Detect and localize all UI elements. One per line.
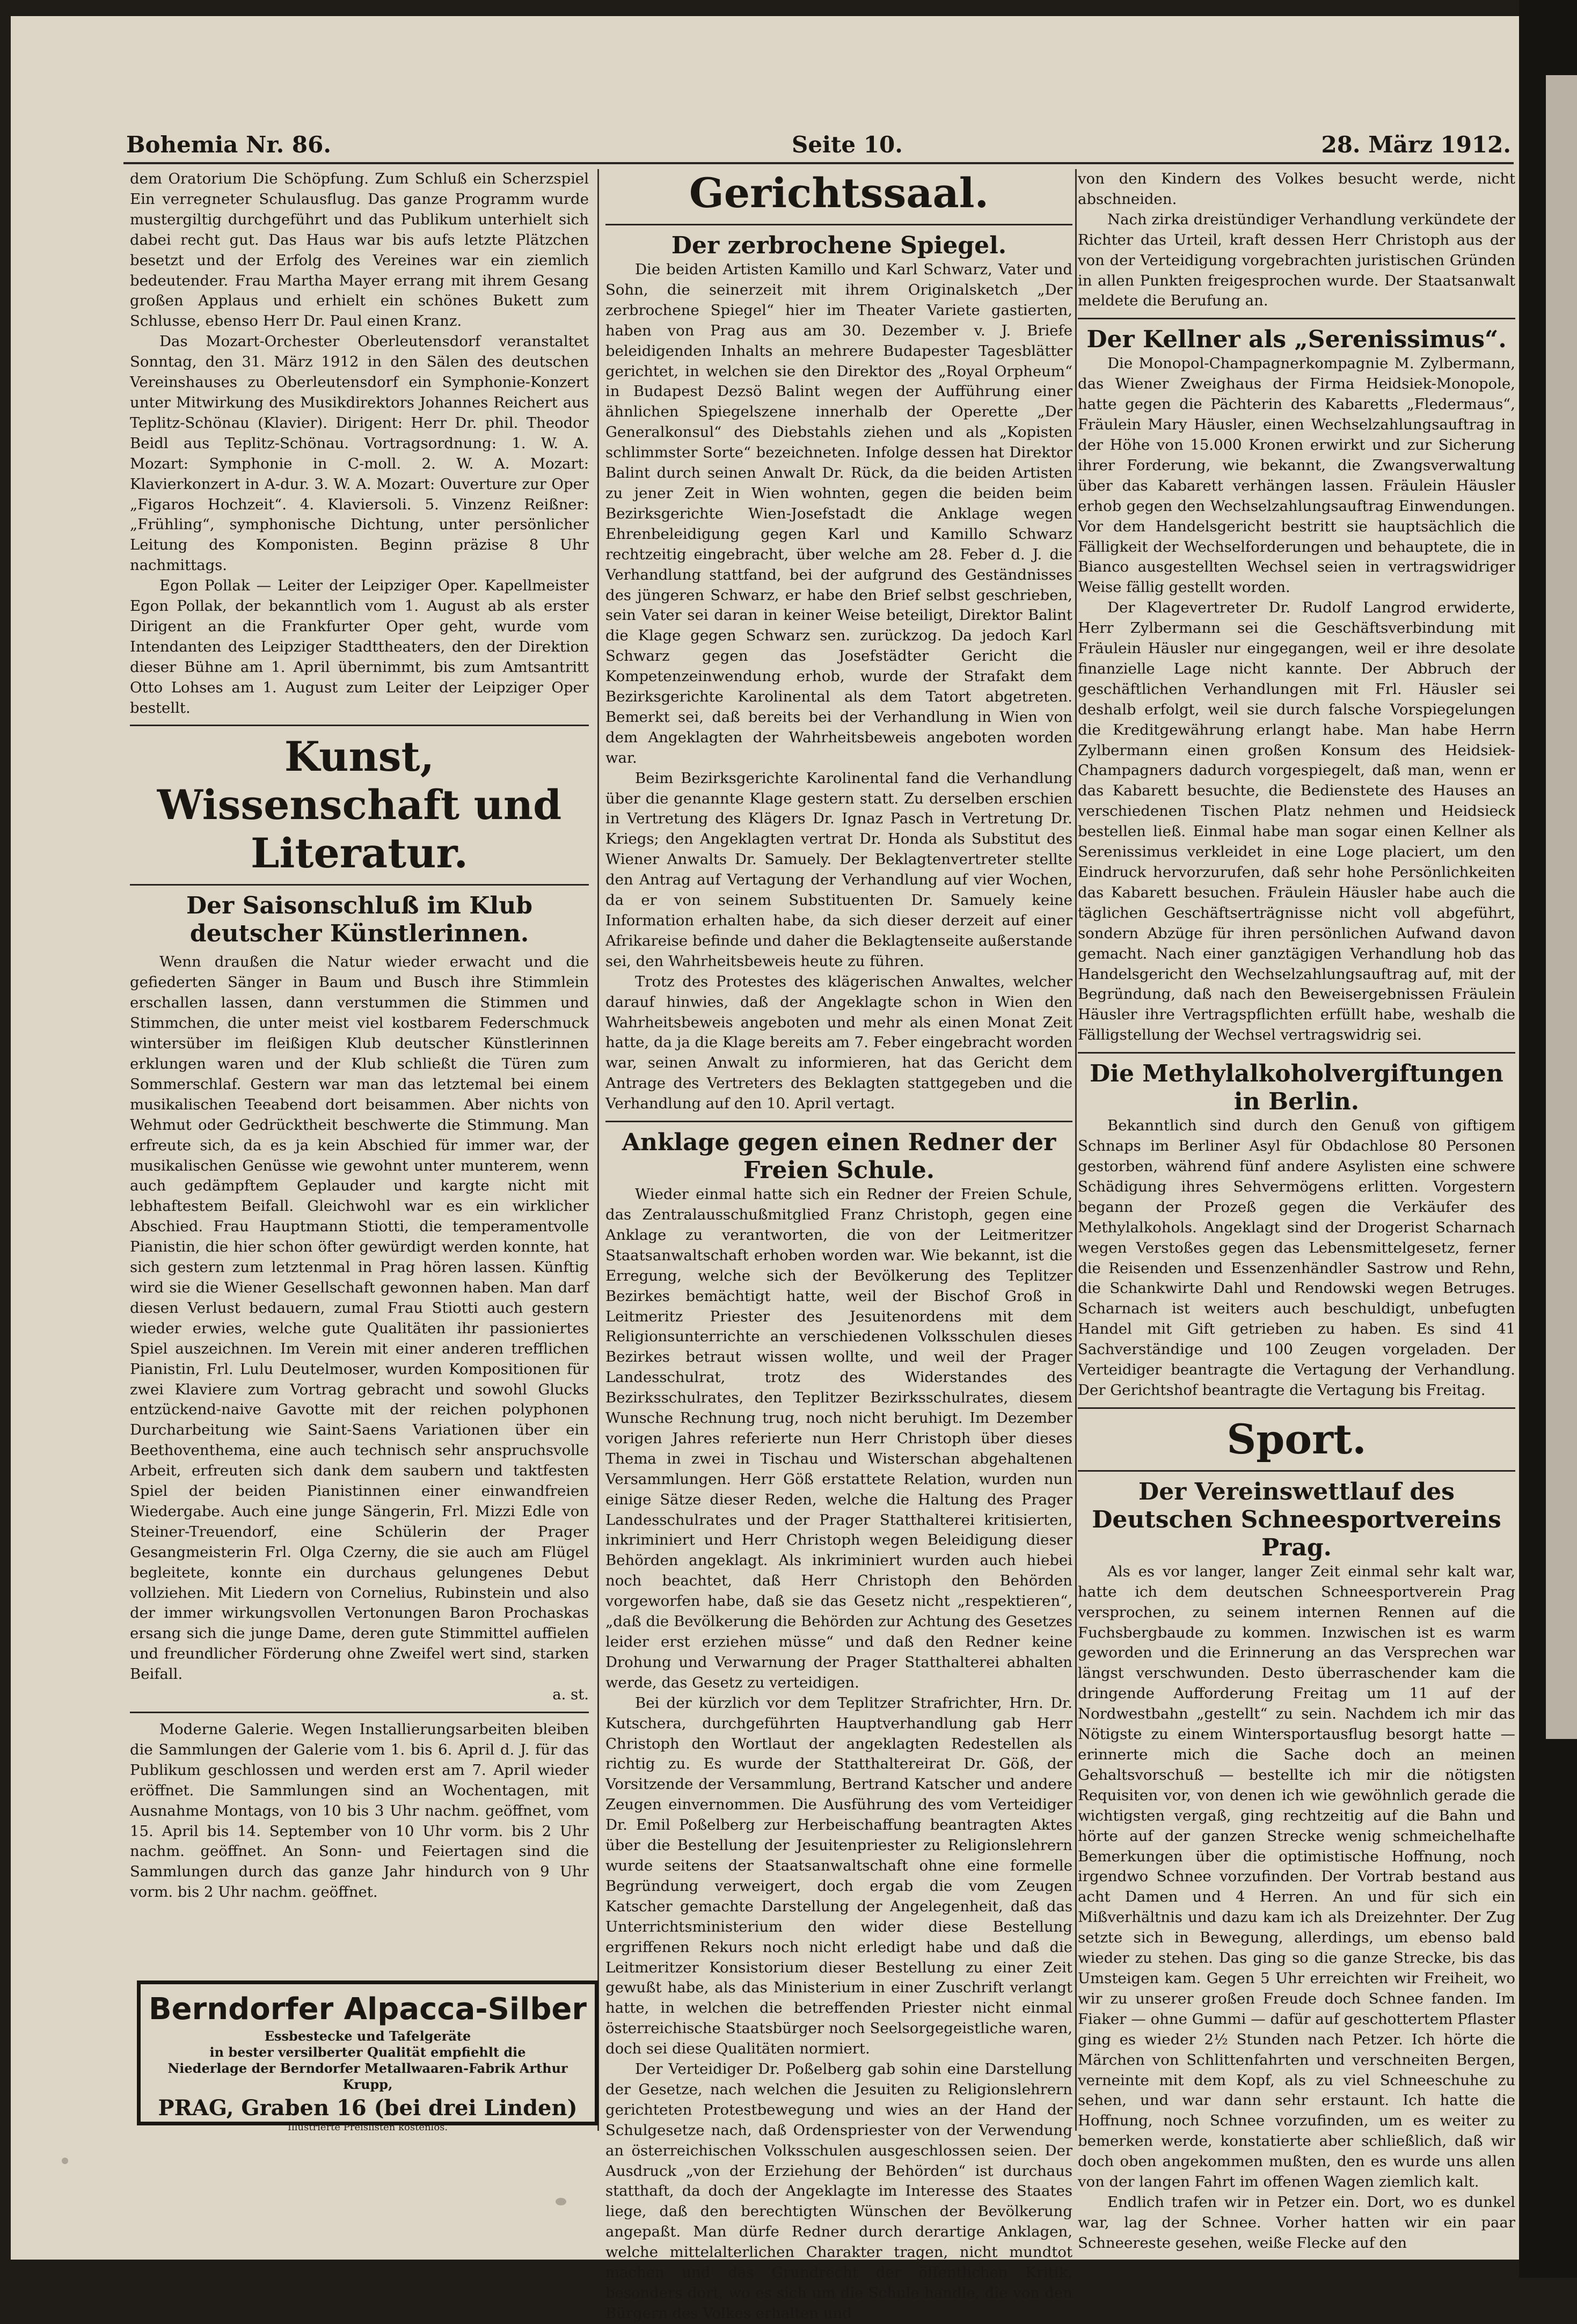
ad-title: Berndorfer Alpacca-Silber xyxy=(148,1992,587,2027)
section-rule xyxy=(130,1712,589,1713)
column-divider-2 xyxy=(1075,169,1077,2131)
article-paragraph: Nach zirka dreistündiger Verhandlung verkündete der Richter das Urteil, kraft dessen Herr Christoph aus der von der Verteidigung vorgebrachten juristischen Gründen in allen Punkten freigesprochen wurde. Der Staatsanwalt meldete die Berufung an. xyxy=(1078,210,1515,310)
article-paragraph: von den Kindern des Volkes besucht werde, nicht abschneiden. xyxy=(1078,170,1515,208)
header-rule xyxy=(123,162,1514,164)
article-paragraph: Bekanntlich sind durch den Genuß von giftigem Schnaps im Berliner Asyl für Obdachlose 80 Personen gestorben, während fünf andere Asylisten eine schwere Schädigung ihres Sehvermögens erlitten. Vorgestern begann der Prozeß gegen die Verkäufer des Methylalkohols. Angeklagt sind der Drogerist Scharnach wegen Verstoßes gegen das Lebensmittelgesetz, ferner die Reisenden und Essenzenhändler Sastrow und Rehn, die Schankwirte Dahl und Rendowski wegen Betruges. Scharnach ist weiters auch beschuldigt, unbefugten Handel mit Gift getrieben zu haben. Es sind 41 Sachverständige und 100 Zeugen vorgeladen. Der Verteidiger beantragte die Vertagung der Verhandlung. Der Gerichtshof beantragte die Vertagung bis Freitag. xyxy=(1078,1117,1515,1399)
article-paragraph: Das Mozart-Orchester Oberleutensdorf veranstaltet Sonntag, den 31. März 1912 in den Sälen des deutschen Vereinshauses zu Oberleutensdorf ein Symphonie-Konzert unter Mitwirkung des Musikdirektors Johannes Reichert aus Teplitz-Schönau (Klavier). Dirigent: Herr Dr. phil. Theodor Beidl aus Teplitz-Schönau. Vortragsordnung: 1. W. A. Mozart: Symphonie in C-moll. 2. W. A. Mozart: Klavierkonzert in A-dur. 3. W. A. Mozart: Ouverture zur Oper „Figaros Hochzeit“. 4. Klaviersoli. 5. Vinzenz Reißner: „Frühling“, symphonische Dichtung, unter persönlicher Leitung des Komponisten. Beginn präzise 8 Uhr nachmittags. xyxy=(130,333,589,574)
article-headline: Anklage gegen einen Redner der Freien Schule. xyxy=(622,1129,1056,1185)
article-paragraph: Beim Bezirksgerichte Karolinental fand die Verhandlung über die genannte Klage gestern statt. Zu derselben erschien in Vertretung des Klägers Dr. Ignaz Pasch in Vertretung Dr. Kriegs; den Angeklagten vertrat Dr. Honda als Substitut des Wiener Anwalts Dr. Samuely. Der Beklagtenvertreter stellte den Antrag auf Vertagung der Verhandlung auf vier Wochen, da er von seinem Substituenten Dr. Samuely keine Information erhalten habe, da sich dieser derzeit auf einer Afrikareise befinde und daher die Beklagtenseite außerstande sei, den Wahrheitsbeweis heute zu führen. xyxy=(605,769,1072,970)
adjacent-page-edge xyxy=(1546,75,1577,1739)
article-paragraph: Egon Pollak — Leiter der Leipziger Oper. Kapellmeister Egon Pollak, der bekanntlich vom 1. August ab als erster Dirigent an die Frankfurter Oper geht, wurde vom Intendanten des Leipziger Stadttheaters, den der Direktion dieser Bühne am 1. April übernimmt, bis zum Amtsantritt Otto Lohses am 1. August zum Leiter der Leipziger Oper bestellt. xyxy=(130,577,589,717)
paper-blemish xyxy=(62,2158,68,2164)
article-paragraph: Bei der kürzlich vor dem Teplitzer Strafrichter, Hrn. Dr. Kutschera, durchgeführten Hauptverhandlung gab Herr Christoph den Wortlaut der angeklagten Redestellen als richtig zu. Es wurde der Statthaltereirat Dr. Göß, der Vorsitzende der Versammlung, Bertrand Katscher und andere Zeugen einvernommen. Die Ausführung des vom Verteidiger Dr. Emil Poßelberg zur Herbeischaffung beantragten Aktes über die Bestellung der Jesuitenpriester zu Religionslehrern wurde seitens der Staatsanwaltschaft ohne eine formelle Begründung verweigert, doch ergab die vom Zeugen Katscher gemachte Darstellung der Angelegenheit, daß das Unterrichtsministerium den wider diese Bestellung ergriffenen Rekurs noch nicht erledigt habe und daß die Leitmeritzer Konsistorium dieser Bestellung zu einer Zeit gewußt habe, als das Ministerium in einer Zuschrift verlangt hatte, in welchen die betreffenden Priester nicht einmal österreichische Staatsbürger noch Seelsorgegeistliche waren, doch sei diese Qualitäten normiert. xyxy=(605,1694,1072,2058)
article-paragraph: Wenn draußen die Natur wieder erwacht und die gefiederten Sänger in Baum und Busch ihre Stimmlein erschallen lassen, dann verstummen die Stimmen und Stimmchen, die unter meist viel kostbarem Federschmuck wintersüber im fleißigen Klub deutscher Künstlerinnen erklungen waren und der Klub schließt die Türen zum Sommerschlaf. Gestern war man das letztemal bei einem musikalischen Teeabend dort beisammen. Aber nichts von Wehmut oder Gedrücktheit beschwerte die Stimmung. Man erfreute sich, da es ja kein Abschied für immer war, der musikalischen Genüsse wie gewohnt unter munterem, wenn auch gedämpftem Geplauder und kargte nicht mit lebhaftestem Beifall. Gleichwohl war es ein wirklicher Abschied. Frau Hauptmann Stiotti, die temperamentvolle Pianistin, die hier schon öfter gewürdigt werden konnte, hat sich gestern zum letztenmal in Prag hören lassen. Künftig wird sie die Wiener Gesellschaft gewonnen haben. Man darf diesen Verlust bedauern, zumal Frau Stiotti auch gestern wieder erwies, welche gute Qualitäten ihr passioniertes Spiel auszeichnen. Im Verein mit einer anderen trefflichen Pianistin, Frl. Lulu Deutelmoser, wurden Kompositionen für zwei Klaviere zum Vortrag gebracht und sowohl Glucks entzückend-naive Gavotte mit der reichen polyphonen Durcharbeitung wie Saint-Saens Variationen über ein Beethoventhema, eine auch technisch sehr anspruchsvolle Arbeit, erfreuten sich dank dem saubern und taktfesten Spiel der beiden Pianistinnen einer einwandfreien Wiedergabe. Auch eine junge Sängerin, Frl. Mizzi Edle von Steiner-Treuendorf, eine Schülerin der Prager Gesangmeisterin Frl. Olga Czerny, die sie auch am Flügel begleitete, konnte ein durchaus gelungenes Debut vollziehen. Mit Liedern von Cornelius, Rubinstein und also der immer wirkungsvollen Vertonungen Baron Prochaskas ersang sich die junge Dame, deren gute Stimmittel auffielen und freundlicher Förderung ohne Zweifel wert sind, starken Beifall. xyxy=(130,953,589,1683)
author-signature: a. st. xyxy=(552,1686,589,1704)
article-paragraph: Der Klagevertreter Dr. Rudolf Langrod erwiderte, Herr Zylbermann sei die Geschäftsverbindung mit Fräulein Häusler nur eingegangen, weil er ihre desolate finanzielle Lage nicht kannte. Der Abbruch der geschäftlichen Verhandlungen mit Frl. Häusler sei deshalb erfolgt, weil sie durch falsche Vorspiegelungen die Kreditgewährung erlangt habe. Man habe Herrn Zylbermann einen großen Konsum des Heidsiek-Champagners dadurch vorgespiegelt, daß man, wenn er das Kabarett besuchte, die Bedienstete des Hauses an verschiedenen Tischen Platz nehmen und Heidsieck bestellen ließ. Einmal habe man sogar einen Kellner als Serenissimus verkleidet in eine Loge placiert, um den Eindruck hervorzurufen, daß sehr hohe Persönlichkeiten das Kabarett besuchen. Fräulein Häusler habe auch die täglichen Geschäftserträgnisse nicht voll abgeführt, sondern Abzüge für ihren persönlichen Aufwand davon gemacht. Nach einer ganztägigen Verhandlung hob das Handelsgericht den Wechselzahlungsauftrag auf, mit der Begründung, daß nach den Beweisergebnissen Fräulein Häusler ihre Vertragspflichten erfüllt habe, weshalb die Fälligstellung der Wechsel vertragswidrig sei. xyxy=(1078,599,1515,1044)
article-paragraph: Moderne Galerie. Wegen Installierungsarbeiten bleiben die Sammlungen der Galerie vom 1. bis 6. April d. J. für das Publikum geschlossen und werden erst am 7. April wieder eröffnet. Die Sammlungen sind an Wochentagen, mit Ausnahme Montags, von 10 bis 3 Uhr nachm. geöffnet, vom 15. April bis 14. September von 10 Uhr vorm. bis 2 Uhr nachm. geöffnet. An Sonn- und Feiertagen sind die Sammlungen durch das ganze Jahr hindurch von 9 Uhr vorm. bis 2 Uhr nachm. geöffnet. xyxy=(130,1721,589,1901)
section-rule xyxy=(1078,1407,1515,1409)
page-number: Seite 10. xyxy=(792,131,903,158)
column-3 xyxy=(1078,169,1515,2252)
article-headline: Die Methylalkoholvergiftungen in Berlin. xyxy=(1090,1060,1503,1116)
section-rule xyxy=(130,884,589,886)
article-paragraph: Als es vor langer, langer Zeit einmal sehr kalt war, hatte ich dem deutschen Schneesportverein Prag versprochen, zu seinem internen Rennen auf die Fuchsbergbaude zu kommen. Inzwischen ist es warm geworden und die Erinnerung an das Versprechen war längst verschwunden. Desto überraschender kam die dringende Aufforderung Freitag um 11 auf der Nordwestbahn „gestellt“ zu sein. Nachdem ich mir das Nötigste zu einem Wintersportausflug besorgt hatte — erinnerte mich die Sache doch an meinen Gehaltsvorschuß — bestellte ich mir die nötigsten Requisiten vor, von denen ich wie gewöhnlich gerade die wichtigsten vergaß, ging rechtzeitig auf die Bahn und hörte auf der ganzen Strecke wenig schmeichelhafte Bemerkungen über die optimistische Hoffnung, noch irgendwo Schnee vorzufinden. Der Vortrab bestand aus acht Damen und 4 Herren. An und für sich ein Mißverhältnis und dazu kam ich als Dreizehnter. Der Zug setzte sich in Bewegung, allerdings, um ebenso bald wieder zu stehen. Das ging so die ganze Strecke, bis das Umsteigen kam. Gegen 5 Uhr erreichten wir Freiheit, wo wir zu unserer großen Freude doch Schnee fanden. Im Fiaker — ohne Gummi — dafür auf geschottertem Pflaster ging es wieder 2½ Stunden nach Petzer. Ich hörte die Märchen von Schlittenfahrten und verschneiten Bergen, verneinte mit dem Kopf, als zu viel Schneeschuhe zu sehen, und war dann sehr erstaunt. Ich hatte die Hoffnung, noch Schnee vorzufinden, um es weiter zu bemerken werde, konstatierte aber schließlich, daß wir doch oben angekommen mußten, den es wurde uns allen von der langen Fahrt im offenen Wagen ziemlich kalt. xyxy=(1078,1562,1515,2191)
section-title: Sport. xyxy=(1226,1415,1367,1463)
article-headline: Der Vereinswettlauf des Deutschen Schneesportvereins Prag. xyxy=(1092,1478,1501,1561)
ad-address: PRAG, Graben 16 (bei drei Linden) xyxy=(158,2095,578,2121)
ad-line: in bester versilberter Qualität empfiehlt die xyxy=(209,2044,526,2060)
column-1 xyxy=(130,169,589,1972)
paper-issue: Bohemia Nr. 86. xyxy=(126,131,331,158)
article-paragraph: Der Verteidiger Dr. Poßelberg gab sohin eine Darstellung der Gesetze, nach welchen die Jesuiten zu Religionslehrern gerichteten Protestbewegung und wies an der Hand der Schulgesetze nach, daß Ordenspriester von der Verwendung an österreichischen Volksschulen ausgeschlossen seien. Der Ausdruck „von der Erziehung der Behörden“ ist durchaus statthaft, da doch der Angeklagte im Interesse des Staates liege, daß den berechtigten Wünschen der Bevölkerung angepaßt. Man dürfe Redner durch derartige Anklagen, welche mittelalterlichen Charakter tragen, nicht mundtot machen und das Grundrecht der öffentlichen Kritik, besonders dort, wo es sich um die Schule handle, die von den Bürgern des Volkes erhalten und xyxy=(605,2060,1072,2322)
section-rule xyxy=(605,1121,1072,1122)
section-rule xyxy=(1078,1052,1515,1054)
section-rule xyxy=(605,224,1072,225)
article-paragraph: Wieder einmal hatte sich ein Redner der Freien Schule, das Zentralausschußmitglied Franz Christoph, gegen eine Anklage zu verantworten, die von der Leitmeritzer Staatsanwaltschaft erhoben worden war. Wie bekannt, ist die Erregung, welche sich der Bevölkerung des Teplitzer Bezirkes bemächtigt hatte, weil der Bischof Groß in Leitmeritz Priester des Jesuitenordens mit dem Religionsunterrichte an verschiedenen Volksschulen dieses Bezirkes betraut wissen wollte, und weil der Prager Landesschulrat, trotz des Widerstandes des Bezirksschulrates, den Teplitzer Bezirksschulrates, diesem Wunsche Rechnung trug, noch nicht beruhigt. Im Dezember vorigen Jahres referierte nun Herr Christoph über dieses Thema in zwei in Tischau und Wisterschan abgehaltenen Versammlungen. Herr Göß erstattete Relation, wurden nun einige Sätze dieser Reden, welche die Haltung des Prager Landesschulrates und der Prager Statthalterei kritisierten, inkriminiert und Herr Christoph wegen Beleidigung dieser Behörden angeklagt. Als inkriminiert wurden auch hiebei noch beachtet, daß Herr Christoph den Behörden vorgeworfen habe, daß sie das Gesetz nicht „respektieren“, „daß die Bevölkerung die Behörden zur Achtung des Gesetzes leider erst erziehen müsse“ und daß den Redner keine Drohung und Verwarnung der Prager Statthalterei abhalten werde, das Gesetz zu verteidigen. xyxy=(605,1186,1072,1691)
section-rule xyxy=(1078,1470,1515,1472)
article-paragraph: Endlich trafen wir in Petzer ein. Dort, wo es dunkel war, lag der Schnee. Vorher hatten wir ein paar Schneereste gesehen, weiße Flecke auf den xyxy=(1078,2193,1515,2252)
ad-line: Niederlage der Berndorfer Metallwaaren-Fabrik Arthur Krupp, xyxy=(167,2060,568,2092)
section-title: Gerichtssaal. xyxy=(689,169,989,217)
article-paragraph: dem Oratorium Die Schöpfung. Zum Schluß ein Scherzspiel Ein verregneter Schulausflug. Das ganze Programm wurde mustergiltig durchgeführt und das Publikum unterhielt sich dabei recht gut. Das Haus war bis aufs letzte Plätzchen besetzt und der Erfolg des Vereines war ein ziemlich bedeutender. Frau Martha Mayer errang mit ihrem Gesang großen Applaus und erhielt ein schönes Bukett zum Schlusse, ebenso Herr Dr. Paul einen Kranz. xyxy=(130,170,589,330)
ad-note: Illustrierte Preislisten kostenlos. xyxy=(287,2122,448,2133)
article-paragraph: Die beiden Artisten Kamillo und Karl Schwarz, Vater und Sohn, die seinerzeit mit ihrem Originalsketch „Der zerbrochene Spiegel“ hier im Theater Variete gastierten, haben von Prag aus am 30. Dezember v. J. Briefe beleidigenden Inhalts an mehrere Budapester Tagesblätter gerichtet, in welchen sie den Direktor des „Royal Orpheum“ in Budapest Dezsö Balint wegen der Aufführung einer ähnlichen Spiegelszene innerhalb der Operette „Der Generalkonsul“ des Diebstahls ziehen und als „Kopisten schlimmster Sorte“ bezeichneten. Infolge dessen hat Direktor Balint durch seinen Anwalt Dr. Rück, da die beiden Artisten zu jener Zeit in Wien wohnten, gegen die beiden beim Bezirksgerichte Wien-Josefstadt die Anklage wegen Ehrenbeleidigung gegen Karl und Kamillo Schwarz rechtzeitig eingebracht, über welche am 28. Feber d. J. die Verhandlung stattfand, bei der aufgrund des Geständnisses des jüngeren Schwarz, er habe den Brief selbst geschrieben, sein Vater sei daran in keiner Weise beteiligt, Direktor Balint die Klage gegen Schwarz sen. zurückzog. Da jedoch Karl Schwarz gegen das Josefstädter Gericht die Kompetenzeinwendung erhob, wurde der Strafakt dem Bezirksgerichte Karolinental als dem Tatort abgetreten. Bemerkt sei, daß bereits bei der Verhandlung in Wien von dem Angeklagten der Wahrheitsbeweis angeboten worden war. xyxy=(605,261,1072,766)
advertisement-box xyxy=(137,1980,598,2133)
ad-line: Essbestecke und Tafelgeräte xyxy=(264,2028,471,2044)
article-headline: Der zerbrochene Spiegel. xyxy=(671,232,1007,259)
section-rule xyxy=(1078,318,1515,319)
column-2 xyxy=(605,169,1072,2322)
article-headline: Der Kellner als „Serenissimus“. xyxy=(1086,326,1507,354)
section-rule xyxy=(130,725,589,726)
newspaper-page xyxy=(11,16,1519,2322)
issue-date: 28. März 1912. xyxy=(1321,131,1511,158)
article-headline: Der Saisonschluß im Klub deutscher Künstlerinnen. xyxy=(186,892,533,948)
section-title: Kunst, Wissenschaft und Literatur. xyxy=(157,733,562,878)
paper-blemish xyxy=(556,2198,566,2205)
article-paragraph: Trotz des Protestes des klägerischen Anwaltes, welcher darauf hinwies, daß der Angeklagte schon in Wien den Wahrheitsbeweis angeboten und mehr als einen Monat Zeit hatte, da ja die Klage bereits am 7. Feber eingebracht worden war, seinen Anwalt zu informieren, hat das Gericht dem Antrage des Vertreters des Beklagten stattgegeben und die Verhandlung auf den 10. April vertagt. xyxy=(605,973,1072,1113)
article-paragraph: Die Monopol-Champagnerkompagnie M. Zylbermann, das Wiener Zweighaus der Firma Heidsiek-Monopole, hatte gegen die Pächterin des Kabaretts „Fledermaus“, Fräulein Mary Häusler, einen Wechselzahlungsauftrag in der Höhe von 15.000 Kronen erwirkt und zur Sicherung ihrer Forderung, wie bekannt, die Zwangsverwaltung über das Kabarett verhängen lassen. Fräulein Häusler erhob gegen den Wechselzahlungsauftrag Einwendungen. Vor dem Handelsgericht bestritt sie hauptsächlich die Fälligkeit der Wechselforderungen und behauptete, die in Bianco ausgestellten Wechsel seien in vertragswidriger Weise fällig gestellt worden. xyxy=(1078,355,1515,596)
page-header xyxy=(126,131,1511,164)
column-divider-1 xyxy=(597,169,599,2131)
